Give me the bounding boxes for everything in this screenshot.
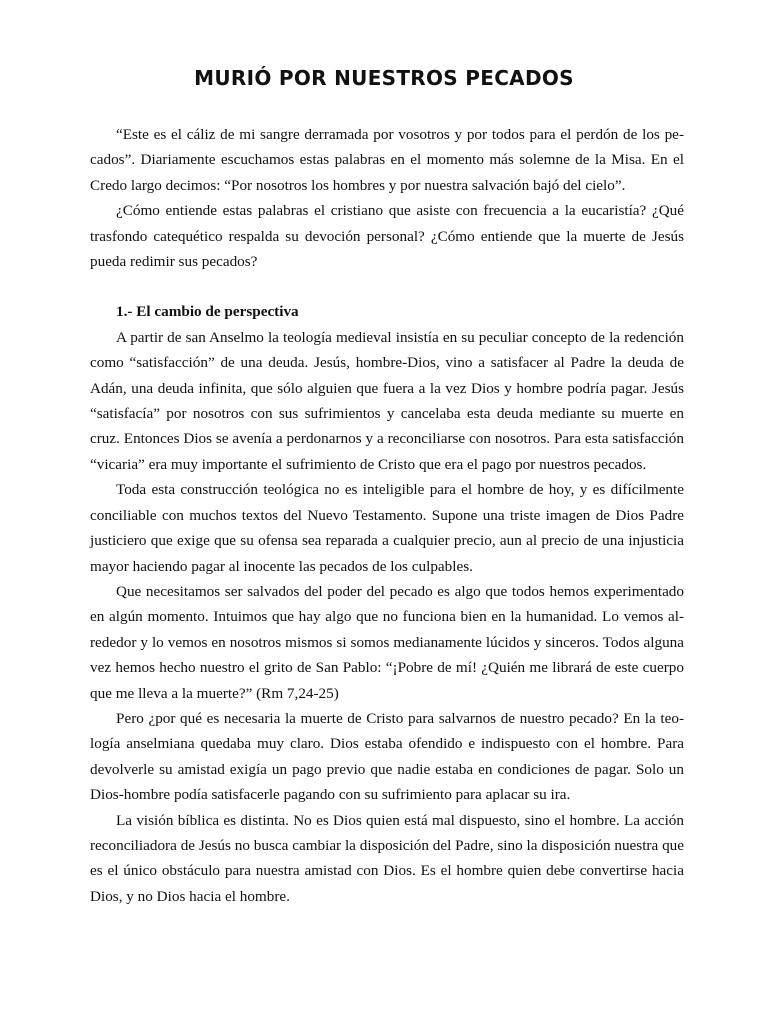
paragraph: ¿Cómo entiende estas palabras el cristiano que asiste con frecuencia a la eucaristía? ¿Qué trasfondo catequético respalda su devoción personal? ¿Cómo entiende que la muerte de Jesús pueda redimir sus pecados? (90, 202, 684, 271)
paragraph: La visión bíblica es distinta. No es Dios quien está mal dispuesto, sino el hombre. La acción reconciliadora de Jesús no busca cambiar la disposición del Padre, sino la disposición nuestra que es el único obstáculo para nuestra amistad con Dios. Es el hombre quien debe convertirse hacia Dios, y no Dios hacia el hombre. (90, 811, 684, 905)
paragraph: Toda esta construcción teológica no es inteligible para el hombre de hoy, y es difícilmente conciliable con muchos textos del Nuevo Testamento. Supone una triste imagen de Dios Padre justiciero que exige que su ofensa sea reparada a cualquier precio, aun al precio de una injusticia mayor haciendo pagar al inocente las pecados de los culpables. (90, 481, 684, 575)
page-title: MURIÓ POR NUESTROS PECADOS (194, 66, 574, 90)
section-heading: 1.- El cambio de perspectiva (116, 303, 299, 321)
paragraph: “Este es el cáliz de mi sangre derramada por vosotros y por todos para el perdón de los pecados”. Diariamente escuchamos estas palabras en el momento más solemne de la Misa. En el Credo largo decimos: “Por nosotros los hombres y por nuestra salvación bajó del cielo”. (90, 126, 684, 194)
document-body (90, 122, 684, 909)
paragraph: Que necesitamos ser salvados del poder del pecado es algo que todos hemos experimentado en algún momento. Intuimos que hay algo que no funciona bien en la humanidad. Lo vemos alrededor y lo vemos en nosotros mismos si somos medianamente lúcidos y sinceros. Todos alguna vez hemos hecho nuestro el grito de San Pablo: “¡Pobre de mí! ¿Quién me librará de este cuerpo que me lleva a la muerte?” (Rm 7,24-25) (90, 582, 684, 702)
paragraph: A partir de san Anselmo la teología medieval insistía en su peculiar concepto de la redención como “satisfacción” de una deuda. Jesús, hombre-Dios, vino a satisfacer al Padre la deuda de Adán, una deuda infinita, que sólo alguien que fuera a la vez Dios y hombre podría pagar. Jesús “satisfacía” por nosotros con sus sufrimientos y cancelaba esta deuda mediante su muerte en cruz. Entonces Dios se avenía a perdonarnos y a reconciliarse con nosotros. Para esta satisfacción “vicaria” era muy importante el sufrimiento de Cristo que era el pago por nuestros pecados. (90, 328, 684, 473)
paragraph: Pero ¿por qué es necesaria la muerte de Cristo para salvarnos de nuestro pecado? En la teología anselmiana quedaba muy claro. Dios estaba ofendido e indispuesto con el hombre. Para devolverle su amistad exigía un pago previo que nadie estaba en condiciones de pagar. Solo un Dios-hombre podía satisfacerle pagando con su sufrimiento para aplacar su ira. (90, 709, 684, 804)
